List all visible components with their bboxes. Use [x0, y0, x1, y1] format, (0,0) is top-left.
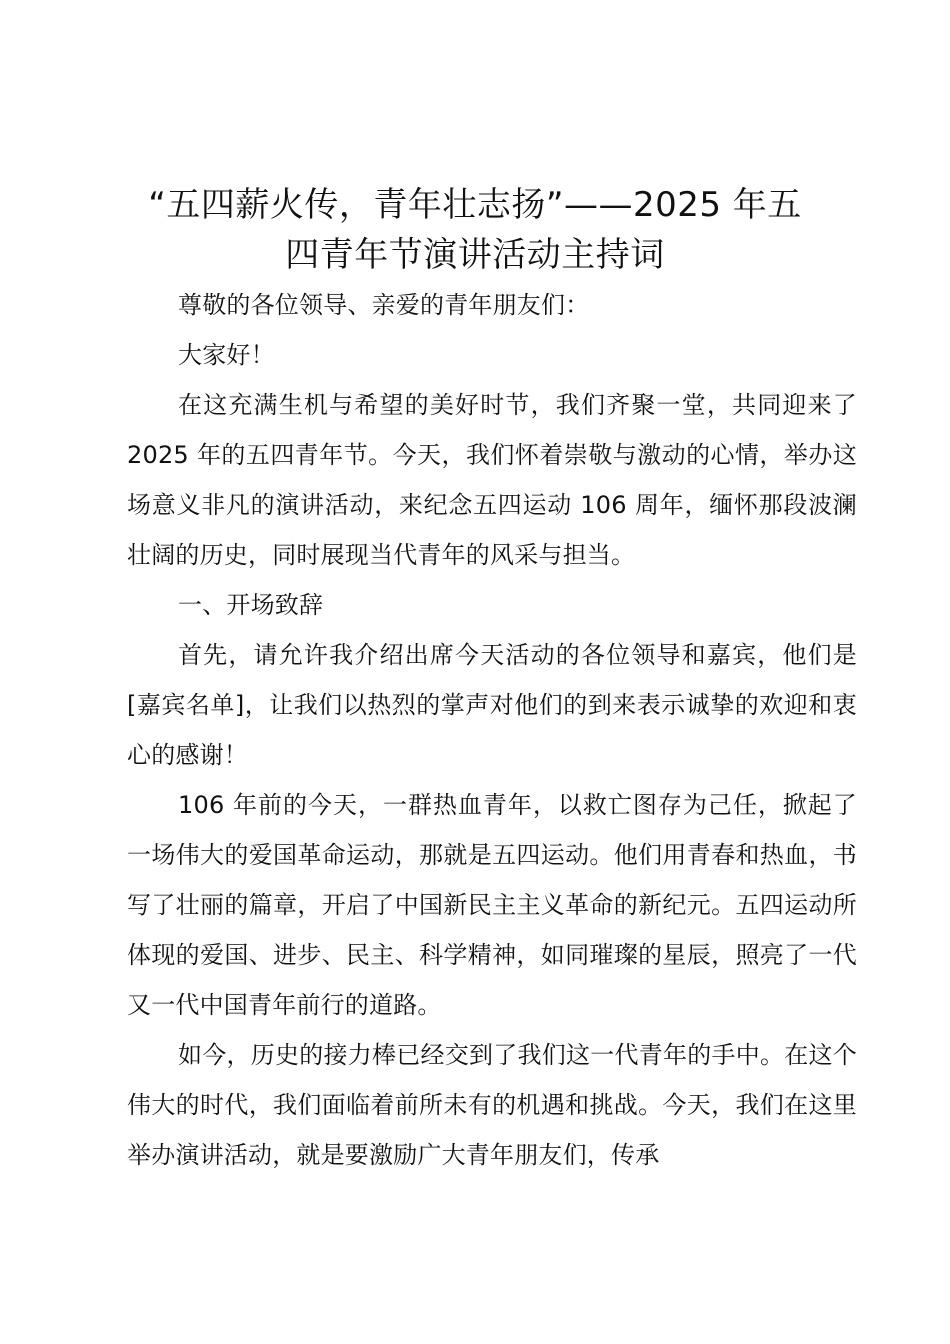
present-paragraph: 如今，历史的接力棒已经交到了我们这一代青年的手中。在这个伟大的时代，我们面临着前所未有的机遇和挑战。今天，我们在这里举办演讲活动，就是要激励广大青年朋友们，传承: [127, 1041, 857, 1169]
document-body: [127, 280, 857, 1180]
greeting-paragraph: 大家好！: [178, 341, 275, 369]
history-paragraph: 106 年前的今天，一群热血青年，以救亡图存为己任，掀起了一场伟大的爱国革命运动，那就是五四运动。他们用青春和热血，书写了壮丽的篇章，开启了中国新民主主义革命的新纪元。五四运动所体现的爱国、进步、民主、科学精神，如同璀璨的星辰，照亮了一代又一代中国青年前行的道路。: [127, 791, 857, 1019]
salutation-paragraph: 尊敬的各位领导、亲爱的青年朋友们：: [178, 291, 590, 319]
intro-paragraph: 在这充满生机与希望的美好时节，我们齐聚一堂，共同迎来了 2025 年的五四青年节。今天，我们怀着崇敬与激动的心情，举办这场意义非凡的演讲活动，来纪念五四运动 106 周年，缅怀那段波澜壮阔的历史，同时展现当代青年的风采与担当。: [127, 391, 857, 569]
guests-paragraph: 首先，请允许我介绍出席今天活动的各位领导和嘉宾，他们是[嘉宾名单]，让我们以热烈的掌声对他们的到来表示诚挚的欢迎和衷心的感谢！: [127, 641, 857, 769]
section-heading: 一、开场致辞: [178, 591, 324, 619]
title-line-1: “五四薪火传，青年壮志扬”——2025 年五: [148, 185, 802, 225]
document-title: [100, 180, 850, 280]
title-line-2: 四青年节演讲活动主持词: [285, 235, 665, 275]
